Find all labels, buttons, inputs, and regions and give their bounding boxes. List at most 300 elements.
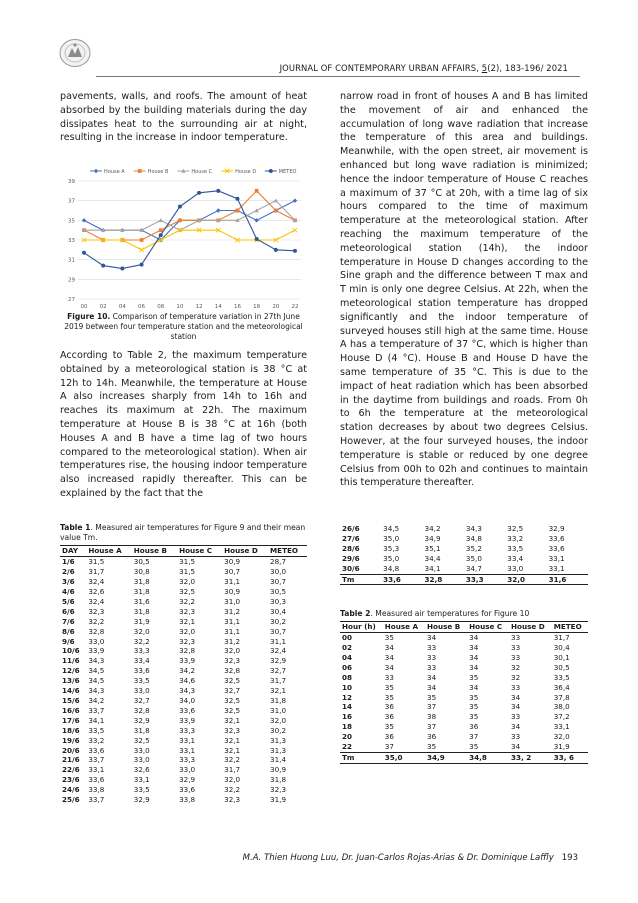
table-cell: 30,5 — [270, 587, 287, 597]
table-cell: 32,0 — [224, 646, 241, 656]
header-rule — [96, 76, 580, 77]
table-row — [340, 544, 588, 554]
data-point — [140, 238, 144, 242]
series-line — [84, 191, 295, 240]
column-header: House D — [509, 622, 552, 633]
data-point — [140, 263, 144, 267]
table-cell: 31,0 — [270, 705, 287, 715]
table-1-continued — [340, 524, 588, 585]
table-cell: 34 — [427, 633, 437, 643]
table-cell: 34,3 — [88, 656, 105, 666]
table-cell: 30,2 — [270, 616, 287, 626]
data-point — [82, 251, 86, 255]
table-cell: 30,7 — [224, 567, 241, 577]
table-cell: 32,0 — [224, 775, 241, 785]
table-cell: 33 — [427, 662, 437, 672]
table-cell: 30,0 — [270, 567, 287, 577]
table-cell: 25/6 — [62, 795, 80, 805]
table-cell: 30,9 — [270, 765, 287, 775]
table-cell: 32,3 — [224, 725, 241, 735]
table-row — [60, 795, 307, 805]
table-cell: 33,7 — [88, 755, 105, 765]
data-point — [197, 191, 201, 195]
table-cell: 20/6 — [62, 745, 80, 755]
table-cell: 35 — [427, 692, 437, 702]
x-tick-label: 22 — [291, 304, 299, 310]
table-cell: 18 — [342, 722, 353, 732]
table-row — [60, 656, 307, 666]
table-cell: 33,6 — [179, 705, 196, 715]
table-cell: 33, 6 — [552, 752, 588, 763]
table-cell: 13/6 — [62, 676, 80, 686]
table-row — [60, 765, 307, 775]
x-tick-label: 20 — [272, 304, 280, 310]
chart-legend — [90, 169, 296, 175]
table-cell: 32,4 — [270, 646, 287, 656]
table-cell: 30,7 — [270, 577, 287, 587]
table-cell: 14 — [342, 702, 353, 712]
legend-entry — [221, 169, 256, 175]
table-cell: 33,5 — [507, 543, 524, 553]
legend-entry — [177, 169, 212, 175]
page-number: 193 — [561, 853, 578, 863]
table-cell: 30,3 — [270, 596, 287, 606]
table-cell: 32,2 — [133, 636, 150, 646]
table-cell: 31,8 — [270, 775, 287, 785]
table-cell: 37 — [427, 722, 437, 732]
table-cell: 33 — [511, 633, 521, 643]
table-cell: 33,5 — [133, 785, 150, 795]
table-1-continued-grid — [340, 524, 588, 585]
table-cell: 36,4 — [553, 682, 570, 692]
table-cell: Tm — [340, 574, 381, 585]
table-cell: 04 — [342, 652, 353, 662]
table-row — [60, 627, 307, 637]
table-cell: 16/6 — [62, 705, 80, 715]
table-cell: 33,0 — [133, 755, 150, 765]
table-row — [340, 653, 588, 663]
table-cell: 33,6 — [88, 745, 105, 755]
table-cell: 32,0 — [179, 577, 196, 587]
table-cell: 32,0 — [553, 732, 570, 742]
table-cell: 9/6 — [62, 636, 75, 646]
data-point — [178, 205, 182, 209]
table-cell: 34 — [511, 722, 521, 732]
y-tick-label: 39 — [68, 179, 75, 185]
table-cell: 37 — [384, 742, 394, 752]
table-cell: 3/6 — [62, 577, 75, 587]
table-row — [60, 617, 307, 627]
table-cell: 34,5 — [383, 524, 400, 533]
table-cell: 24/6 — [62, 785, 80, 795]
x-tick-label: 02 — [99, 304, 107, 310]
table-cell: 34,0 — [179, 696, 196, 705]
legend-label: House D — [235, 169, 257, 175]
table-cell: 35,3 — [383, 543, 400, 553]
table-cell: 32,9 — [133, 715, 150, 725]
table-cell: 31,8 — [133, 587, 150, 597]
table-cell: 32,7 — [133, 696, 150, 705]
table-cell: 34 — [469, 643, 479, 653]
table-row — [340, 633, 588, 643]
table-cell: 22 — [342, 742, 353, 752]
table-cell: 30,7 — [270, 626, 287, 636]
table-cell: 35,1 — [424, 543, 441, 553]
table-cell: 34,1 — [424, 563, 441, 573]
table-row — [60, 736, 307, 746]
table-header-row — [60, 546, 307, 557]
table-cell: 31,7 — [88, 567, 105, 577]
table-cell: 31,5 — [179, 567, 196, 577]
table-cell: 32,4 — [88, 596, 105, 606]
table-row — [60, 597, 307, 607]
table-cell: 32,5 — [224, 696, 241, 705]
table-row — [60, 587, 307, 597]
table-cell: 35 — [469, 692, 479, 702]
table-cell: 33,2 — [507, 533, 524, 543]
table-cell: 33,3 — [179, 725, 196, 735]
series-house-b — [82, 189, 297, 242]
table-cell: 08 — [342, 672, 353, 682]
table-cell: 34,3 — [179, 686, 196, 696]
figure-10-chart — [60, 165, 307, 315]
table-cell: 32,1 — [224, 715, 241, 725]
data-point — [82, 218, 86, 222]
table-cell: 34,3 — [465, 524, 482, 533]
table-cell: 33,5 — [553, 672, 570, 682]
column-header: House D — [222, 546, 268, 557]
table-row — [60, 755, 307, 765]
table-cell: 33,0 — [507, 563, 524, 573]
legend-entry — [90, 169, 125, 175]
table-cell: 33,8 — [88, 785, 105, 795]
column-header: METEO — [552, 622, 588, 633]
x-tick-label: 08 — [157, 304, 165, 310]
table-cell: 34,2 — [424, 524, 441, 533]
y-tick-label: 35 — [68, 218, 75, 225]
table-cell: 32,6 — [133, 765, 150, 775]
table-row — [340, 693, 588, 703]
table-cell: 33 — [427, 643, 437, 653]
table-cell: 33,1 — [133, 775, 150, 785]
table-cell: 11/6 — [62, 656, 80, 666]
table-cell: 32,8 — [224, 666, 241, 676]
table-cell: 32,5 — [507, 524, 524, 533]
table-row — [340, 643, 588, 653]
x-tick-label: 18 — [253, 304, 261, 310]
x-tick-label: 16 — [233, 304, 241, 310]
table-cell: 1/6 — [62, 557, 75, 567]
table-cell: 32,9 — [548, 524, 565, 533]
table-cell: 32,9 — [133, 795, 150, 805]
table-row — [340, 534, 588, 544]
table-cell: 34,4 — [424, 553, 441, 563]
table-cell: 10/6 — [62, 646, 80, 656]
table-cell: 30,4 — [270, 606, 287, 616]
table-cell: 32,4 — [88, 577, 105, 587]
table-cell: 33,1 — [548, 553, 565, 563]
column-header: House C — [177, 546, 222, 557]
table-mean-row — [340, 752, 588, 763]
table-cell: 31,8 — [133, 725, 150, 735]
table-cell: 17/6 — [62, 715, 80, 725]
legend-entry — [265, 169, 297, 175]
column-header: House A — [86, 546, 131, 557]
table-cell: 33,0 — [133, 686, 150, 696]
table-cell: 35,0 — [383, 533, 400, 543]
table-cell: Tm — [340, 752, 383, 763]
table-cell: 34 — [384, 662, 394, 672]
table-cell: 28,7 — [270, 557, 287, 567]
journal-title: JOURNAL OF CONTEMPORARY URBAN AFFAIRS, 5(2), 183-196/ 2021 — [279, 63, 568, 73]
table-row — [60, 607, 307, 617]
table-cell: 14/6 — [62, 686, 80, 696]
table-cell: 33,0 — [133, 745, 150, 755]
table-cell: 32,3 — [88, 606, 105, 616]
table-cell: 32,6 — [88, 587, 105, 597]
legend-marker — [269, 169, 273, 173]
left-column-body — [60, 349, 307, 501]
table-row — [60, 775, 307, 785]
data-point — [235, 197, 239, 201]
table-cell: 18/6 — [62, 725, 80, 735]
table-cell: 34,9 — [424, 533, 441, 543]
table-cell: 34,7 — [465, 563, 482, 573]
table-cell: 33 — [511, 732, 521, 742]
table-cell: 32,5 — [224, 705, 241, 715]
data-point — [236, 209, 240, 213]
table-cell: 34 — [469, 682, 479, 692]
legend-label: House C — [191, 169, 213, 175]
data-point — [293, 249, 297, 253]
table-cell: 33,9 — [179, 656, 196, 666]
table-cell: 38,0 — [553, 702, 570, 712]
table-cell: 31,5 — [88, 557, 105, 567]
table-cell: 33,5 — [133, 676, 150, 686]
table-cell: 34 — [511, 692, 521, 702]
table-cell: 33 — [427, 652, 437, 662]
table-1 — [60, 523, 307, 805]
table-cell: 35 — [427, 742, 437, 752]
page-footer — [243, 853, 578, 863]
table-cell: 34 — [511, 702, 521, 712]
column-header: METEO — [268, 546, 307, 557]
table-cell: 31,9 — [133, 616, 150, 626]
table-row — [340, 742, 588, 752]
table-row — [340, 732, 588, 742]
table-row — [60, 567, 307, 577]
table-cell: 34,2 — [179, 666, 196, 676]
table-cell: 34,6 — [179, 676, 196, 686]
column-header: House A — [383, 622, 425, 633]
table-row — [340, 524, 588, 534]
table-2 — [340, 609, 588, 764]
table-cell: 31,6 — [547, 574, 588, 585]
table-cell: 33,2 — [88, 735, 105, 745]
table-row — [60, 726, 307, 736]
table-row — [340, 722, 588, 732]
table-row — [60, 557, 307, 567]
table-row — [340, 663, 588, 673]
table-cell: 30,5 — [133, 557, 150, 567]
table-cell: 32,3 — [270, 785, 287, 795]
data-point — [274, 209, 278, 213]
table-cell: 34,5 — [88, 676, 105, 686]
table-cell: 35,0 — [383, 553, 400, 563]
table-cell: 20 — [342, 732, 353, 742]
table-cell: 36 — [384, 732, 394, 742]
table-cell: 33,4 — [133, 656, 150, 666]
table-cell: 32,8 — [423, 574, 464, 585]
table-2-caption: Table 2. Measured air temperatures for Figure 10 — [340, 609, 530, 618]
table-cell: 34 — [511, 742, 521, 752]
footer-authors: M.A. Thien Huong Luu, Dr. Juan-Carlos Rojas-Arias & Dr. Dominique Laffly — [242, 853, 554, 863]
figure-caption: Figure 10. Comparison of temperature variation in 27th June 2019 between four temperature station and the meteorological station — [64, 312, 303, 341]
legend-marker — [94, 169, 98, 173]
table-row — [340, 702, 588, 712]
table-cell: 10 — [342, 682, 353, 692]
table-row — [60, 746, 307, 756]
table-cell: 35 — [384, 633, 394, 643]
data-point — [216, 208, 220, 212]
table-cell: 31,8 — [133, 577, 150, 587]
x-tick-label: 00 — [80, 304, 88, 310]
table-cell: 35 — [469, 702, 479, 712]
column-header: DAY — [60, 546, 86, 557]
series-line — [84, 201, 295, 230]
column-header: House B — [132, 546, 177, 557]
table-cell: 6/6 — [62, 606, 75, 616]
table-cell: 34,3 — [88, 686, 105, 696]
table-row — [60, 785, 307, 795]
table-cell: 33,3 — [179, 755, 196, 765]
table-cell: 33,1 — [548, 563, 565, 573]
table-cell: 32,7 — [270, 666, 287, 676]
table-cell: 32,5 — [179, 587, 196, 597]
table-cell: 32,8 — [133, 705, 150, 715]
x-tick-label: 12 — [195, 304, 203, 310]
x-tick-label: 14 — [214, 304, 222, 310]
table-cell: 32,1 — [224, 735, 241, 745]
table-cell: 33,3 — [133, 646, 150, 656]
table-cell: 32,2 — [88, 616, 105, 626]
table-2-grid — [340, 621, 588, 764]
y-tick-label: 31 — [68, 257, 75, 264]
table-row — [60, 716, 307, 726]
table-cell: 34 — [469, 652, 479, 662]
table-row — [60, 676, 307, 686]
table-cell: 34 — [384, 643, 394, 653]
table-cell: 12 — [342, 692, 353, 702]
table-cell: 29/6 — [342, 553, 360, 563]
table-row — [60, 646, 307, 656]
table-cell: 33,8 — [179, 795, 196, 805]
x-tick-label: 04 — [118, 304, 126, 310]
table-cell: 32,1 — [270, 686, 287, 696]
table-row — [60, 666, 307, 676]
table-cell: 21/6 — [62, 755, 80, 765]
table-cell: 33 — [511, 712, 521, 722]
table-cell: 33,5 — [88, 725, 105, 735]
table-cell: 22/6 — [62, 765, 80, 775]
table-cell: 8/6 — [62, 626, 75, 636]
table-row — [340, 712, 588, 722]
table-row — [340, 564, 588, 574]
y-tick-label: 27 — [68, 297, 75, 303]
table-cell: 33,9 — [179, 715, 196, 725]
table-row — [340, 554, 588, 564]
table-cell: 33,4 — [507, 553, 524, 563]
legend-label: METEO — [278, 169, 297, 175]
table-cell: 33,1 — [179, 745, 196, 755]
table-cell: 33, 2 — [509, 752, 552, 763]
table-cell: 32,2 — [224, 755, 241, 765]
table-cell: 34,8 — [465, 533, 482, 543]
table-cell: 33,6 — [179, 785, 196, 795]
table-cell: 33,6 — [548, 543, 565, 553]
x-tick-label: 06 — [138, 304, 146, 310]
table-cell: 37,2 — [553, 712, 570, 722]
table-cell: 31,7 — [270, 676, 287, 686]
table-cell: 33,1 — [553, 722, 570, 732]
table-cell: 36 — [469, 722, 479, 732]
table-cell: 12/6 — [62, 666, 80, 676]
table-cell: 34,8 — [383, 563, 400, 573]
table-cell: 34,5 — [88, 666, 105, 676]
table-cell: 00 — [342, 633, 353, 643]
table-cell: 31,7 — [224, 765, 241, 775]
table-cell: 32,0 — [179, 626, 196, 636]
x-tick-label: 10 — [176, 304, 184, 310]
right-column-body — [340, 90, 588, 490]
table-cell: 37 — [469, 732, 479, 742]
table-mean-row — [340, 574, 588, 585]
data-point — [274, 248, 278, 252]
table-cell: 02 — [342, 643, 353, 653]
data-point — [216, 189, 220, 193]
table-cell: 34,9 — [425, 752, 467, 763]
data-point — [178, 218, 182, 222]
table-cell: 34 — [469, 633, 479, 643]
data-point — [255, 237, 259, 241]
table-cell: 5/6 — [62, 596, 75, 606]
table-cell: 31,1 — [224, 626, 241, 636]
table-cell: 31,9 — [553, 742, 570, 752]
table-cell: 33,6 — [133, 666, 150, 676]
table-cell: 27/6 — [342, 533, 360, 543]
table-header-row — [340, 622, 588, 633]
table-cell: 34 — [427, 682, 437, 692]
y-tick-label: 37 — [68, 198, 75, 205]
table-1-grid — [60, 545, 307, 805]
table-cell: 32,9 — [179, 775, 196, 785]
legend-label: House A — [104, 169, 125, 175]
table-cell: 32,3 — [179, 606, 196, 616]
legend-label: House B — [147, 169, 169, 175]
table-cell: 34 — [384, 652, 394, 662]
table-cell: 32,0 — [133, 626, 150, 636]
legend-marker — [138, 169, 142, 173]
table-cell: 34 — [469, 662, 479, 672]
table-cell: 32,5 — [224, 676, 241, 686]
table-cell: 37,8 — [553, 692, 570, 702]
table-cell: 33 — [511, 643, 521, 653]
table-cell: 33,6 — [88, 775, 105, 785]
table-cell: 32,7 — [224, 686, 241, 696]
table-cell: 30/6 — [342, 563, 360, 573]
table-cell: 33,0 — [88, 636, 105, 646]
table-cell: 31,9 — [270, 795, 287, 805]
